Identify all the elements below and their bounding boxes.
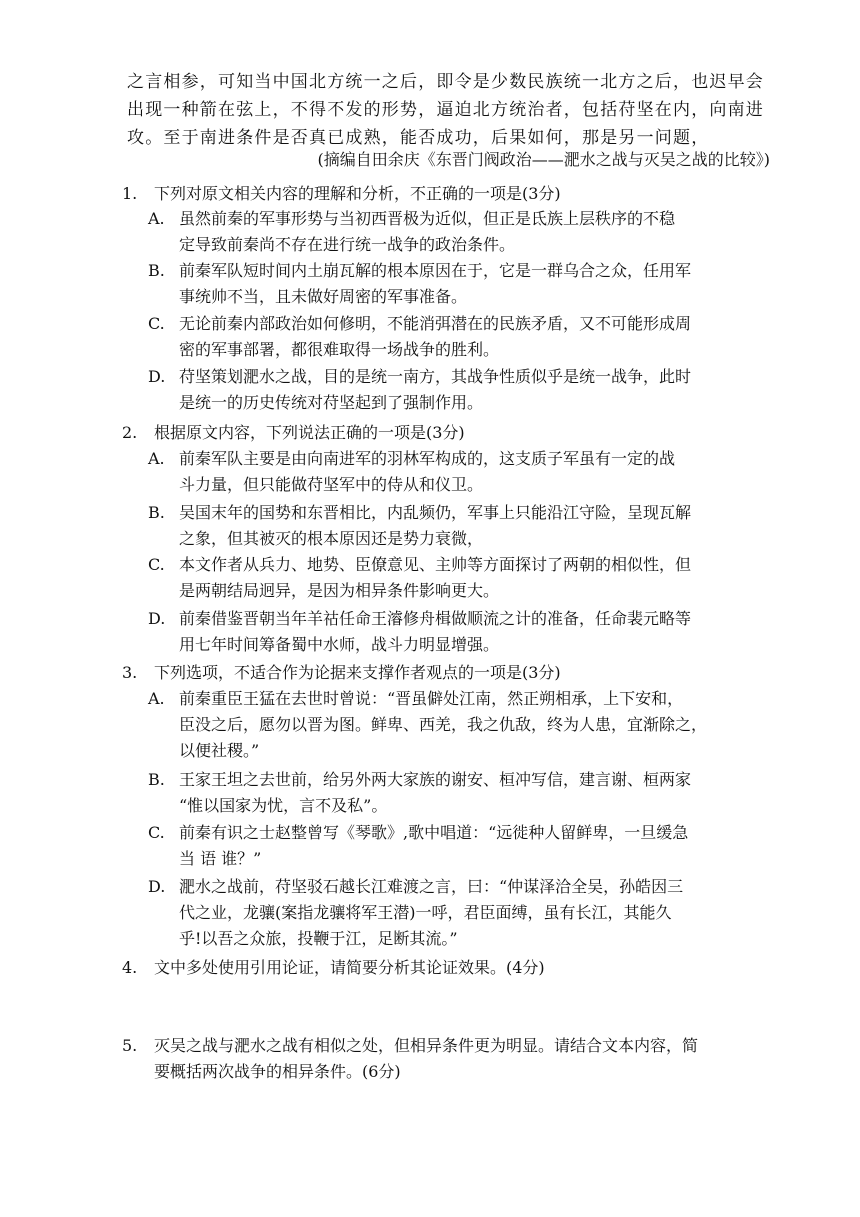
option-text: 前秦借鉴晋朝当年羊祜任命王濬修舟楫做顺流之计的准备，任命裴元略等 (179, 609, 692, 628)
option-text: 当 语 谁？” (179, 849, 262, 868)
question-number: 2. (122, 423, 138, 442)
passage-line: 攻。至于南进条件是否真已成熟，能否成功，后果如何，那是另一问题， (127, 128, 710, 148)
option-text: 苻坚策划淝水之战，目的是统一南方，其战争性质似乎是统一战争，此时 (179, 367, 692, 386)
option-text: 本文作者从兵力、地势、臣僚意见、主帅等方面探讨了两朝的相似性，但 (179, 555, 692, 574)
question-stem: 下列选项，不适合作为论据来支撑作者观点的一项是(3分) (154, 663, 561, 682)
option-label: D. (148, 609, 166, 628)
question-number: 1. (122, 184, 138, 203)
option-text: 王家王坦之去世前，给另外两大家族的谢安、桓冲写信，建言谢、桓两家 (179, 770, 692, 789)
option-text: 虽然前秦的军事形势与当初西晋极为近似，但正是氐族上层秩序的不稳 (179, 209, 676, 228)
option-text: 用七年时间筹备蜀中水师，战斗力明显增强。 (179, 635, 500, 654)
option-label: D. (148, 877, 166, 896)
option-text: “惟以国家为忧，言不及私”。 (179, 796, 388, 815)
option-label: A. (148, 209, 165, 228)
option-text: 前秦有识之士赵整曾写《琴歌》,歌中唱道：“远徙种人留鲜卑，一旦缓急 (179, 823, 689, 842)
option-label: B. (148, 770, 165, 789)
option-label: A. (148, 689, 165, 708)
option-text: 乎!以吾之众旅，投鞭于江，足断其流。” (179, 929, 458, 948)
option-text: 以便社稷。” (179, 741, 260, 760)
passage-source: (摘编自田余庆《东晋门阀政治——淝水之战与灭吴之战的比较》) (317, 150, 770, 169)
option-text: 臣没之后，愿勿以晋为图。鲜卑、西羌，我之仇敌，终为人患，宜渐除之， (179, 715, 708, 734)
option-label: A. (148, 449, 165, 468)
option-label: C. (148, 555, 165, 574)
passage-line: 之言相参，可知当中国北方统一之后，即令是少数民族统一北方之后，也迟早会 (127, 72, 764, 92)
option-label: C. (148, 314, 165, 333)
option-text: 代之业，龙骧(案指龙骧将军王潜)一呼，君臣面缚，虽有长江，其能久 (179, 903, 672, 922)
question-number: 4. (122, 958, 138, 977)
option-text: 前秦重臣王猛在去世时曾说：“晋虽僻处江南，然正朔相承，上下安和， (179, 689, 684, 708)
option-text: 密的军事部署，都很难取得一场战争的胜利。 (179, 340, 500, 359)
option-text: 是统一的历史传统对苻坚起到了强制作用。 (179, 393, 484, 412)
question-stem: 下列对原文相关内容的理解和分析，不正确的一项是(3分) (154, 184, 561, 203)
question-5 (122, 1033, 802, 1085)
option-text: 是两朝结局迥异，是因为相异条件影响更大。 (179, 581, 500, 600)
option-text: 之象，但其被灭的根本原因还是势力衰微， (179, 529, 484, 548)
option-text: 定导致前秦尚不存在进行统一战争的政治条件。 (179, 235, 516, 254)
question-stem: 文中多处使用引用论证，请简要分析其论证效果。(4分) (154, 958, 545, 977)
passage-line: 出现一种箭在弦上，不得不发的形势，逼迫北方统治者，包括苻坚在内，向南进 (127, 100, 764, 120)
question-stem: 灭吴之战与淝水之战有相似之处，但相异条件更为明显。请结合文本内容，简 (154, 1036, 699, 1055)
option-label: B. (148, 261, 165, 280)
question-number: 5. (122, 1036, 138, 1055)
option-label: C. (148, 823, 165, 842)
question-4 (122, 955, 802, 978)
option-text: 斗力量，但只能做苻坚军中的侍从和仪卫。 (179, 475, 484, 494)
option-text: 淝水之战前，苻坚驳石越长江难渡之言，曰：“仲谋泽洽全吴，孙皓因三 (179, 877, 684, 896)
question-1 (122, 181, 802, 204)
question-stem: 根据原文内容，下列说法正确的一项是(3分) (154, 423, 465, 442)
question-stem-continued: 要概括两次战争的相异条件。(6分) (154, 1062, 401, 1081)
option-text: 前秦军队主要是由向南进军的羽林军构成的，这支质子军虽有一定的战 (179, 449, 676, 468)
option-text: 无论前秦内部政治如何修明，不能消弭潜在的民族矛盾，又不可能形成周 (179, 314, 692, 333)
passage-text (127, 68, 787, 152)
option-text: 前秦军队短时间内土崩瓦解的根本原因在于，它是一群乌合之众，任用军 (179, 261, 692, 280)
option-text: 事统帅不当，且未做好周密的军事准备。 (179, 287, 468, 306)
option-label: D. (148, 367, 166, 386)
question-number: 3. (122, 663, 138, 682)
question-3 (122, 660, 802, 683)
option-label: B. (148, 503, 165, 522)
option-text: 吴国末年的国势和东晋相比，内乱频仍，军事上只能沿江守险，呈现瓦解 (179, 503, 692, 522)
question-2 (122, 420, 802, 443)
